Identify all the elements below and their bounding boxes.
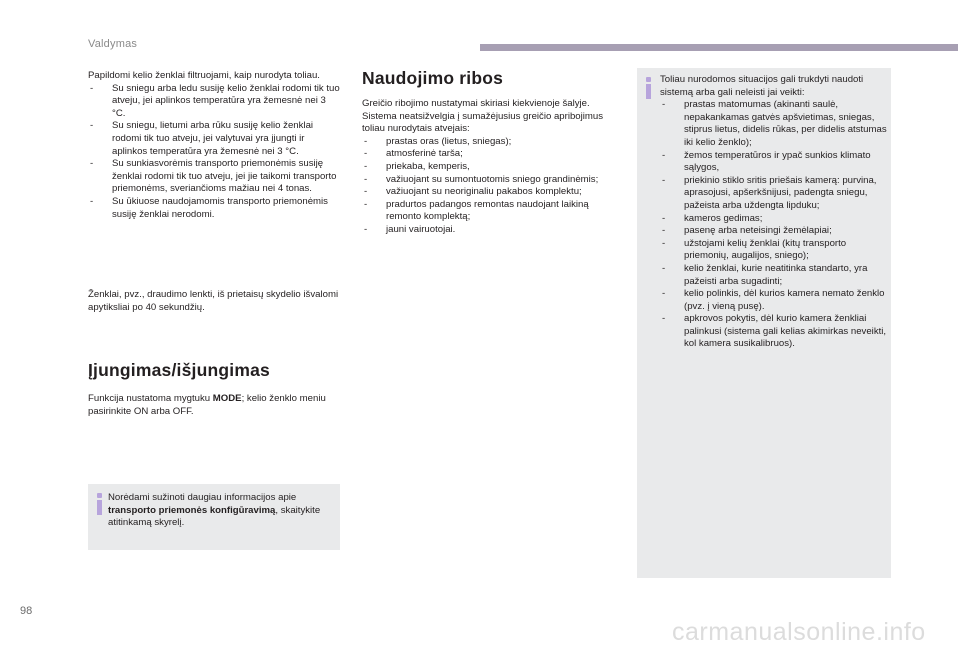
list-item: - prastas oras (lietus, sniegas); [362,136,622,149]
list-item: - apkrovos pokytis, dėl kurio kamera ženkliai palinkusi (sistema gali kelias akimirkas neveikti, kol kamera susikalibruos). [660,313,888,351]
info-box-text [108,492,334,530]
mode-instructions [88,393,340,418]
list-item: - jauni vairuotojai. [362,224,622,237]
list-item: - kameros gedimas; [660,213,888,226]
list-item: - žemos temperatūros ir ypač sunkios klimato sąlygos, [660,150,888,175]
info-icon [96,493,105,515]
list-item: - kelio ženklai, kurie neatitinka standarto, yra pažeisti arba sugadinti; [660,263,888,288]
mode-instructions-text [88,393,340,418]
list-item: - prastas matomumas (akinanti saulė, nepakankamas gatvės apšvietimas, sniegas, stiprus lietus, didelis rūkas, per didelis atstumas iki kelio ženklo); [660,99,888,149]
list-item: - priekinio stiklo sritis priešais kamerą: purvina, aprasojusi, apšerkšnijusi, padengta sniegu, pažeista arba uždengta lipduku; [660,175,888,213]
info-box-limitations [637,68,891,578]
heading-on-off: Įjungimas/išjungimas [88,360,270,380]
para-reduced-limits: Sistema neatsižvelgia į sumažėjusius greičio apribojimus toliau nurodytais atvejais: [362,110,604,135]
list-item: - Su sunkiasvorėmis transporto priemonėmis susiję ženklai rodomi tik tuo atveju, jei jie taikomi transporto priemonėms, sveriančioms mažiau nei 4 tonas. [88,158,340,196]
watermark: carmanualsonline.info [672,618,926,646]
info-icon [645,77,654,99]
heading-usage-limits: Naudojimo ribos [362,68,504,88]
column-left [88,70,340,221]
list-item: - pasenę arba neteisingi žemėlapiai; [660,225,888,238]
section-title: Valdymas [88,38,138,50]
info-text-bold: transporto priemonės konfigūravimą [108,504,276,516]
mode-button-label: MODE [212,393,242,404]
filter-list [88,83,340,222]
filter-intro: Papildomi kelio ženklai filtruojami, kaip nurodyta toliau. [88,70,320,81]
list-item: - Su sniegu, lietumi arba rūku susiję kelio ženklai rodomi tik tuo atveju, jei valytuvai yra įjungti ir aplinkos temperatūra yra žemesnė nei 3 °C. [88,120,340,158]
info-text-post: , skaitykite atitinkamą skyrelį. [108,504,321,529]
list-item: - kelio polinkis, dėl kurios kamera nemato ženklo (pvz. į vieną pusę). [660,288,888,313]
column-middle [362,98,622,237]
list-item: - važiuojant su neoriginaliu pakabos komplektu; [362,186,622,199]
header-accent-bar [480,44,958,51]
info-box-config [88,484,340,550]
limitations-content [660,74,888,351]
list-item: - pradurtos padangos remontas naudojant laikiną remonto komplektą; [362,199,622,224]
clear-note-text: Ženklai, pvz., draudimo lenkti, iš prietaisų skydelio išvalomi apytiksliai po 40 sekundžių. [88,289,339,313]
list-item: - Su ūkiuose naudojamomis transporto priemonėmis susiję ženklai nerodomi. [88,196,340,221]
info-text-pre: Norėdami sužinoti daugiau informacijos apie [108,492,297,503]
limits-list [362,136,622,237]
mode-text-pre: Funkcija nustatoma mygtuku [88,393,213,404]
list-item: - važiuojant su sumontuotomis sniego grandinėmis; [362,174,622,187]
list-item: - užstojami kelių ženklai (kitų transporto priemonių, augalijos, sniego); [660,238,888,263]
list-item: - atmosferinė tarša; [362,148,622,161]
list-item: - Su sniegu arba ledu susiję kelio ženklai rodomi tik tuo atveju, jei aplinkos temperatūra yra žemesnė nei 3 °C. [88,83,340,121]
clear-note [88,289,340,314]
para-country: Greičio ribojimo nustatymai skiriasi kiekvienoje šalyje. [362,98,590,109]
limitations-intro: Toliau nurodomos situacijos gali trukdyti naudoti sistemą arba gali neleisti jai veikti: [660,74,864,98]
list-item: - priekaba, kemperis, [362,161,622,174]
page-number: 98 [20,605,33,617]
mode-text-post: ; kelio ženklo meniu pasirinkite ON arba OFF. [88,393,326,417]
limitations-list [660,99,888,351]
